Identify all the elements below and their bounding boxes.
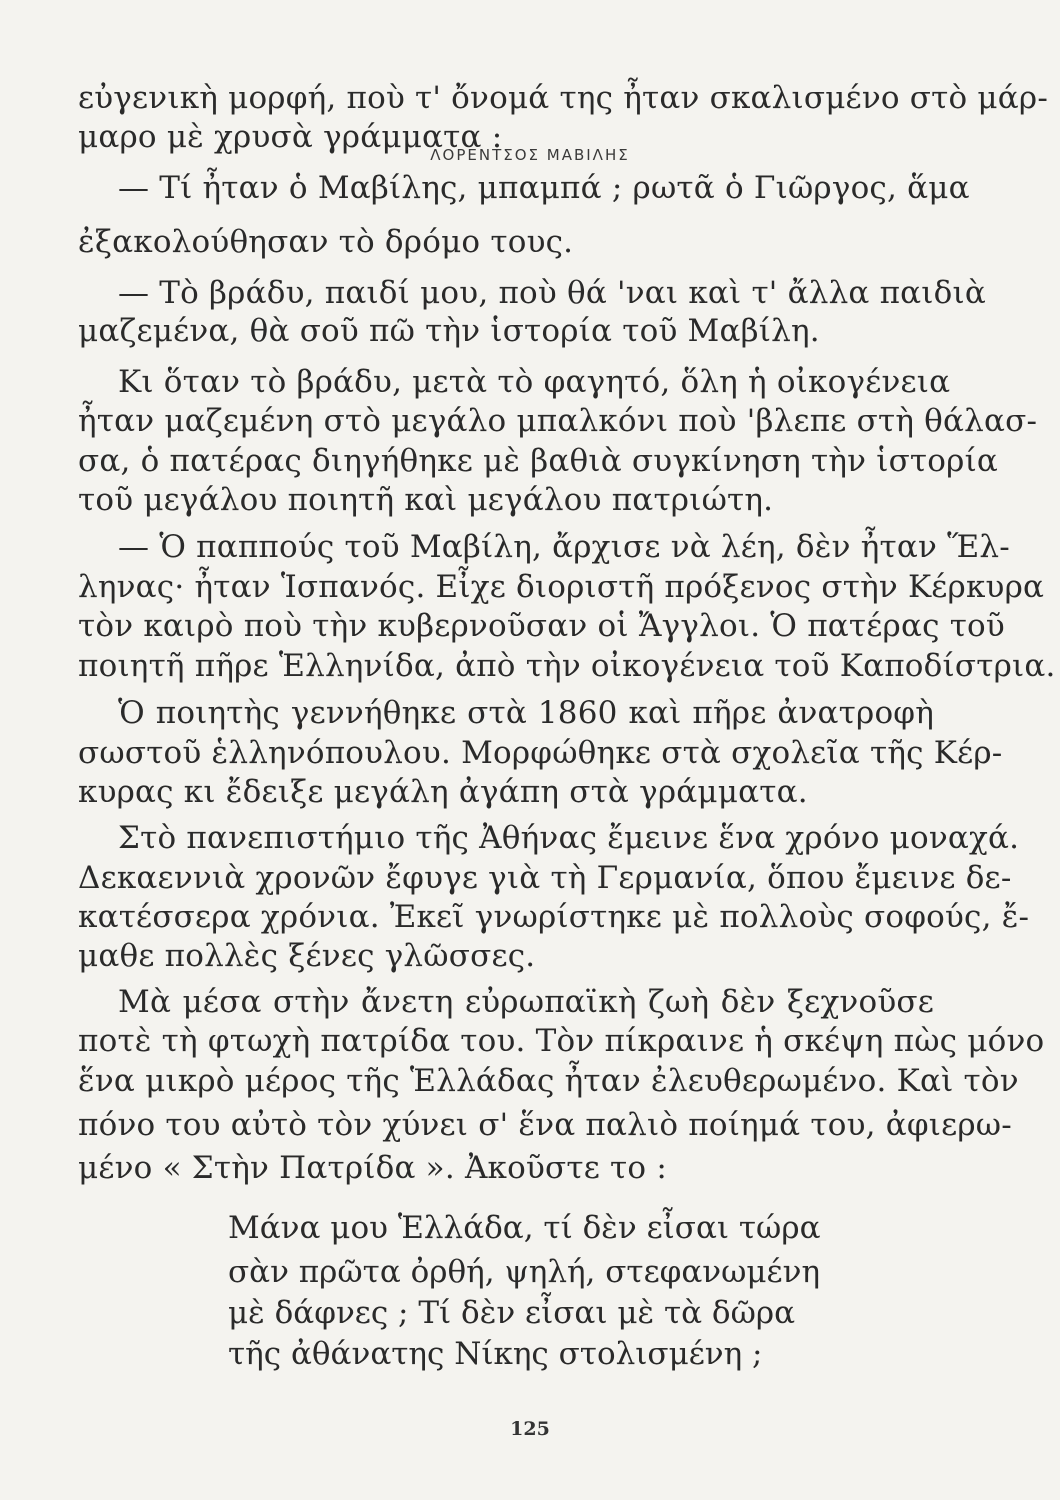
poem-line: μὲ δάφνες ; Τί δὲν εἶσαι μὲ τὰ δῶρα bbox=[228, 1295, 796, 1331]
text-line: Μὰ μέσα στὴν ἄνετη εὐρωπαϊκὴ ζωὴ δὲν ξεχνοῦσε bbox=[118, 984, 934, 1020]
text-line: Στὸ πανεπιστήμιο τῆς Ἀθήνας ἔμεινε ἕνα χρόνο μοναχά. bbox=[118, 820, 1020, 856]
text-line: σα, ὁ πατέρας διηγήθηκε μὲ βαθιὰ συγκίνηση τὴν ἱστορία bbox=[78, 443, 999, 479]
text-line: Ὁ ποιητὴς γεννήθηκε στὰ 1860 καὶ πῆρε ἀνατροφὴ bbox=[118, 695, 934, 731]
poem-line: Μάνα μου Ἑλλάδα, τί δὲν εἶσαι τώρα bbox=[228, 1210, 821, 1246]
text-line: μαζεμένα, θὰ σοῦ πῶ τὴν ἱστορία τοῦ Μαβίλη. bbox=[78, 313, 820, 349]
text-line: σωστοῦ ἑλληνόπουλου. Μορφώθηκε στὰ σχολεῖα τῆς Κέρ- bbox=[78, 735, 1003, 771]
text-line: Δεκαεννιὰ χρονῶν ἔφυγε γιὰ τὴ Γερμανία, ὅπου ἔμεινε δε- bbox=[78, 860, 1012, 896]
text-line: ποιητῆ πῆρε Ἑλληνίδα, ἀπὸ τὴν οἰκογένεια τοῦ Καποδίστρια. bbox=[78, 648, 1056, 684]
marble-inscription: ΛΟΡΕΝΤΣΟΣ ΜΑΒΙΛΗΣ bbox=[430, 146, 630, 164]
poem-line: τῆς ἀθάνατης Νίκης στολισμένη ; bbox=[228, 1336, 763, 1372]
text-line: ἦταν μαζεμένη στὸ μεγάλο μπαλκόνι ποὺ 'βλεπε στὴ θάλασ- bbox=[78, 403, 1038, 439]
text-line: τοῦ μεγάλου ποιητῆ καὶ μεγάλου πατριώτη. bbox=[78, 482, 774, 518]
text-line: πόνο του αὐτὸ τὸν χύνει σ' ἕνα παλιὸ ποίημά του, ἀφιερω- bbox=[78, 1107, 1012, 1143]
text-line: ποτὲ τὴ φτωχὴ πατρίδα του. Τὸν πίκραινε ἡ σκέψη πὼς μόνο bbox=[78, 1023, 1045, 1059]
text-line: τὸν καιρὸ ποὺ τὴν κυβερνοῦσαν οἱ Ἄγγλοι. Ὁ πατέρας τοῦ bbox=[78, 608, 1005, 644]
poem-line: σὰν πρῶτα ὀρθή, ψηλή, στεφανωμένη bbox=[228, 1254, 821, 1290]
text-line: μαρο μὲ χρυσὰ γράμματα : bbox=[78, 119, 503, 155]
text-line: μαθε πολλὲς ξένες γλῶσσες. bbox=[78, 938, 536, 974]
text-line: μένο « Στὴν Πατρίδα ». Ἀκοῦστε το : bbox=[78, 1150, 667, 1186]
text-line: ληνας· ἦταν Ἱσπανός. Εἶχε διοριστῆ πρόξενος στὴν Κέρκυρα bbox=[78, 569, 1045, 605]
text-line: κυρας κι ἔδειξε μεγάλη ἀγάπη στὰ γράμματα. bbox=[78, 774, 808, 810]
text-line: — Τὸ βράδυ, παιδί μου, ποὺ θά 'ναι καὶ τ' ἄλλα παιδιὰ bbox=[118, 275, 987, 311]
text-line: κατέσσερα χρόνια. Ἐκεῖ γνωρίστηκε μὲ πολλοὺς σοφούς, ἔ- bbox=[78, 899, 1030, 935]
text-line: εὐγενικὴ μορφή, ποὺ τ' ὄνομά της ἦταν σκαλισμένο στὸ μάρ- bbox=[78, 80, 1048, 116]
page-number: 125 bbox=[510, 1418, 550, 1440]
text-line: ἕνα μικρὸ μέρος τῆς Ἑλλάδας ἦταν ἐλευθερωμένο. Καὶ τὸν bbox=[78, 1063, 1019, 1099]
text-line: — Τί ἦταν ὁ Μαβίλης, μπαμπά ; ρωτᾶ ὁ Γιῶργος, ἅμα bbox=[118, 170, 970, 206]
text-line: ἐξακολούθησαν τὸ δρόμο τους. bbox=[78, 224, 574, 260]
text-line: Κι ὅταν τὸ βράδυ, μετὰ τὸ φαγητό, ὅλη ἡ οἰκογένεια bbox=[118, 364, 951, 400]
text-line: — Ὁ παππούς τοῦ Μαβίλη, ἄρχισε νὰ λέη, δὲν ἦταν Ἕλ- bbox=[118, 529, 1010, 565]
